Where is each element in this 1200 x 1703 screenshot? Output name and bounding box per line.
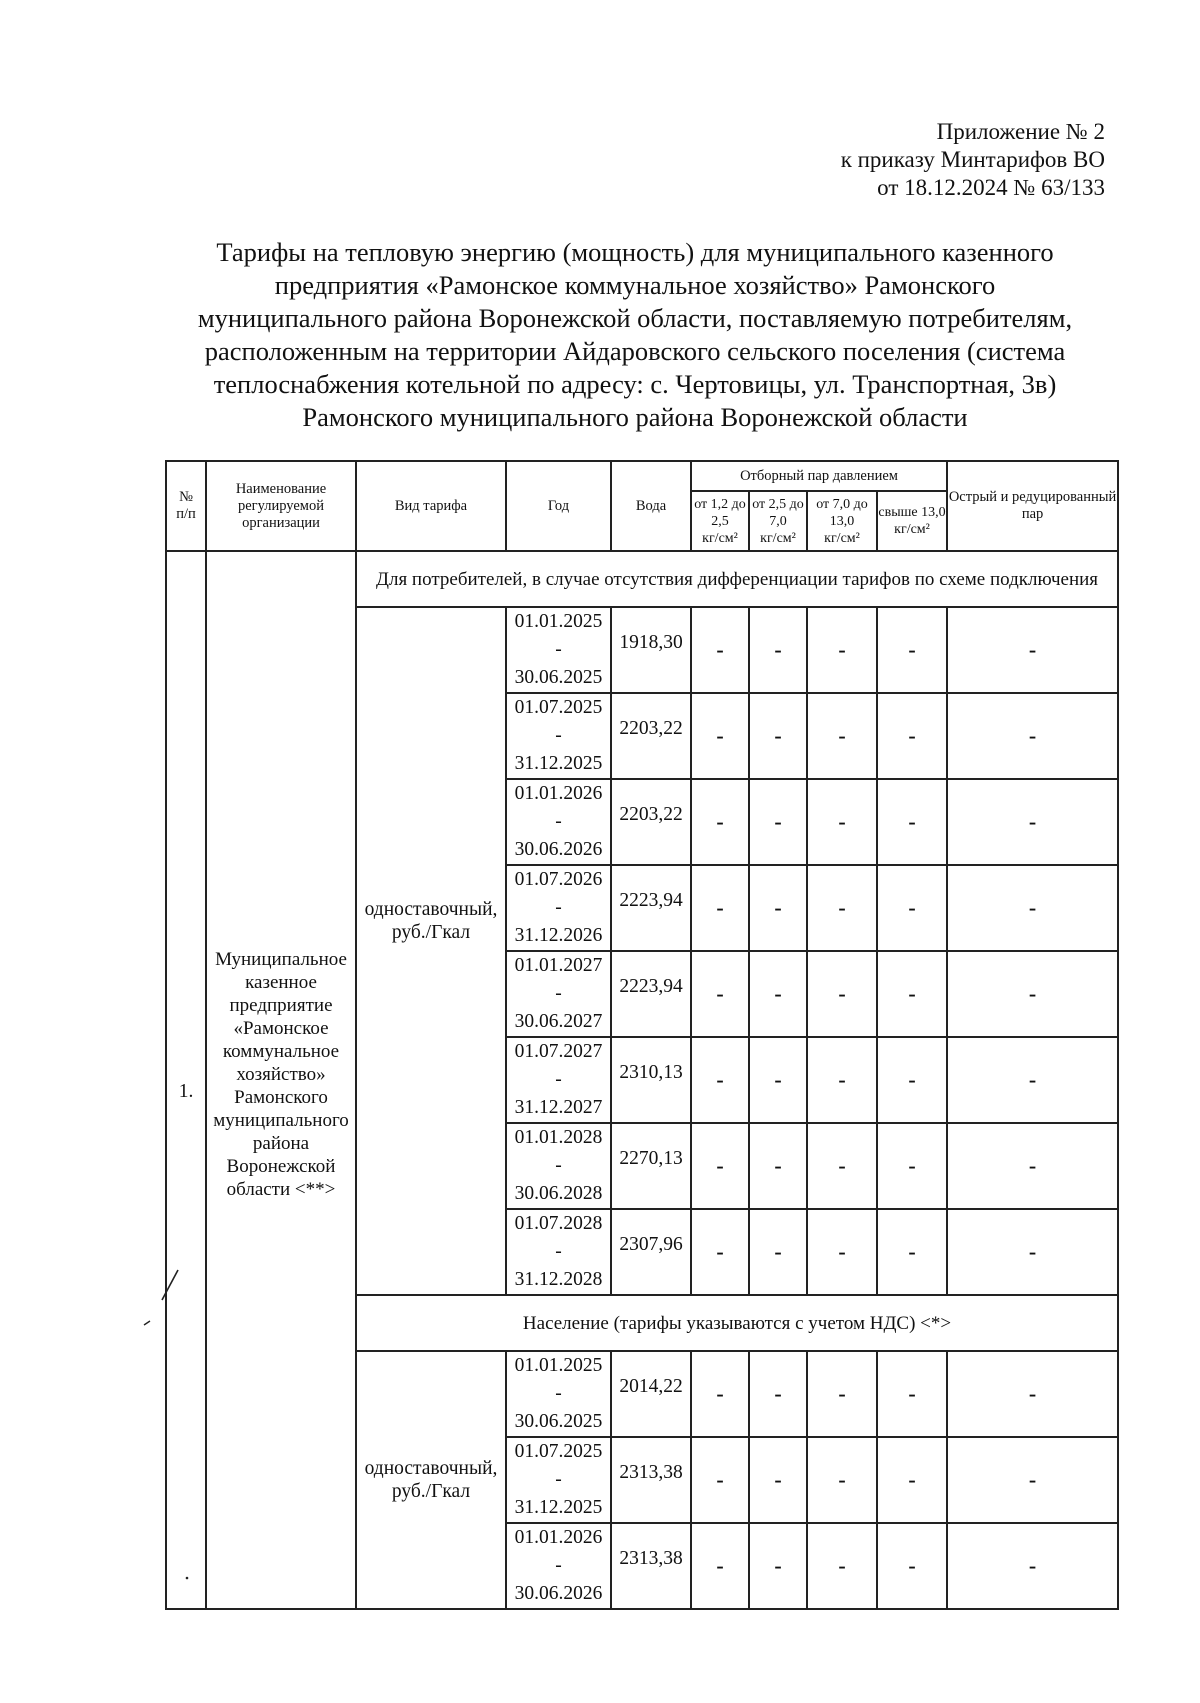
pen-mark-icon [140, 1265, 190, 1335]
steam-4-value: - [877, 1351, 947, 1437]
tariff-type-cell: одноставочный, руб./Гкал [356, 1351, 506, 1609]
steam-3-value: - [807, 1209, 877, 1295]
document-title [140, 236, 1130, 434]
period-separator: - [555, 1241, 562, 1262]
period-cell [506, 607, 611, 693]
period-start: 01.01.2025 [514, 611, 603, 632]
water-tariff-value: 2014,22 [611, 1351, 691, 1437]
period-start: 01.07.2025 [514, 697, 603, 718]
period-separator: - [555, 1155, 562, 1176]
period-separator: - [555, 725, 562, 746]
sharp-steam-value: - [947, 1209, 1118, 1295]
period-cell [506, 951, 611, 1037]
header-steam-4 [877, 491, 947, 551]
header-steam-2-range: от 2,5 до 7,0 [752, 496, 804, 529]
appendix-line: к приказу Минтарифов ВО [840, 147, 1105, 172]
steam-3-value: - [807, 1437, 877, 1523]
steam-2-value: - [749, 1523, 807, 1609]
row-number: 1. [166, 551, 206, 1609]
sharp-steam-value: - [947, 951, 1118, 1037]
sharp-steam-value: - [947, 1123, 1118, 1209]
steam-2-value: - [749, 693, 807, 779]
steam-1-value: - [691, 1123, 749, 1209]
period-start: 01.07.2025 [514, 1441, 603, 1462]
header-year: Год [506, 461, 611, 551]
header-water: Вода [611, 461, 691, 551]
period-start: 01.01.2027 [514, 955, 603, 976]
period-start: 01.01.2026 [514, 1527, 603, 1548]
water-tariff-value: 1918,30 [611, 607, 691, 693]
header-sharp-steam: Острый и редуцированный пар [947, 461, 1118, 551]
sharp-steam-value: - [947, 1523, 1118, 1609]
header-steam-1 [691, 491, 749, 551]
sharp-steam-value: - [947, 1437, 1118, 1523]
period-cell [506, 693, 611, 779]
header-steam-3 [807, 491, 877, 551]
steam-1-value: - [691, 1209, 749, 1295]
water-tariff-value: 2313,38 [611, 1437, 691, 1523]
period-start: 01.07.2028 [514, 1213, 603, 1234]
period-end: 30.06.2025 [514, 1411, 603, 1432]
period-separator: - [555, 983, 562, 1004]
dot-mark-icon [184, 1575, 190, 1581]
period-separator: - [555, 1383, 562, 1404]
header-steam-2-unit: кг/см² [760, 530, 796, 546]
steam-1-value: - [691, 607, 749, 693]
steam-3-value: - [807, 607, 877, 693]
title-line: Тарифы на тепловую энергию (мощность) для муниципального казенного [216, 237, 1054, 267]
water-tariff-value: 2270,13 [611, 1123, 691, 1209]
steam-1-value: - [691, 779, 749, 865]
header-steam-1-unit: кг/см² [702, 530, 738, 546]
header-row-1 [166, 461, 1118, 491]
steam-1-value: - [691, 1437, 749, 1523]
title-line: теплоснабжения котельной по адресу: с. Чертовицы, ул. Транспортная, 3в) [213, 369, 1057, 399]
period-end: 30.06.2026 [514, 839, 603, 860]
sharp-steam-value: - [947, 693, 1118, 779]
sharp-steam-value: - [947, 1351, 1118, 1437]
sharp-steam-value: - [947, 1037, 1118, 1123]
steam-2-value: - [749, 1209, 807, 1295]
period-cell [506, 1123, 611, 1209]
steam-1-value: - [691, 693, 749, 779]
appendix-line: Приложение № 2 [936, 119, 1105, 144]
steam-4-value: - [877, 1209, 947, 1295]
period-end: 31.12.2026 [514, 925, 603, 946]
steam-3-value: - [807, 1037, 877, 1123]
header-number-sign: № [179, 489, 193, 505]
water-tariff-value: 2313,38 [611, 1523, 691, 1609]
section-header-row [166, 551, 1118, 607]
steam-2-value: - [749, 607, 807, 693]
period-start: 01.01.2025 [514, 1355, 603, 1376]
steam-4-value: - [877, 607, 947, 693]
steam-3-value: - [807, 951, 877, 1037]
period-cell [506, 1437, 611, 1523]
header-organization: Наименование регулируемой организации [206, 461, 356, 551]
steam-3-value: - [807, 779, 877, 865]
period-end: 31.12.2028 [514, 1269, 603, 1290]
steam-2-value: - [749, 865, 807, 951]
tariff-type-cell: одноставочный, руб./Гкал [356, 607, 506, 1295]
period-end: 31.12.2027 [514, 1097, 603, 1118]
steam-4-value: - [877, 1437, 947, 1523]
steam-4-value: - [877, 1037, 947, 1123]
period-cell [506, 1209, 611, 1295]
period-start: 01.07.2026 [514, 869, 603, 890]
period-start: 01.07.2027 [514, 1041, 603, 1062]
steam-2-value: - [749, 951, 807, 1037]
water-tariff-value: 2310,13 [611, 1037, 691, 1123]
steam-1-value: - [691, 951, 749, 1037]
steam-3-value: - [807, 865, 877, 951]
appendix-line: от 18.12.2024 № 63/133 [877, 175, 1105, 200]
period-separator: - [555, 1469, 562, 1490]
steam-3-value: - [807, 1123, 877, 1209]
water-tariff-value: 2203,22 [611, 693, 691, 779]
sharp-steam-value: - [947, 779, 1118, 865]
header-steam-4-range: свыше 13,0 [878, 505, 946, 520]
sharp-steam-value: - [947, 865, 1118, 951]
steam-3-value: - [807, 693, 877, 779]
header-steam-2 [749, 491, 807, 551]
header-steam-1-range: от 1,2 до 2,5 [694, 496, 746, 529]
steam-2-value: - [749, 1037, 807, 1123]
period-end: 30.06.2027 [514, 1011, 603, 1032]
header-steam-3-range: от 7,0 до 13,0 [816, 496, 868, 529]
water-tariff-value: 2203,22 [611, 779, 691, 865]
period-cell [506, 1351, 611, 1437]
sharp-steam-value: - [947, 607, 1118, 693]
steam-2-value: - [749, 1123, 807, 1209]
steam-3-value: - [807, 1351, 877, 1437]
period-separator: - [555, 811, 562, 832]
period-separator: - [555, 639, 562, 660]
header-number-label: п/п [176, 506, 196, 522]
period-end: 31.12.2025 [514, 1497, 603, 1518]
steam-4-value: - [877, 779, 947, 865]
period-start: 01.01.2028 [514, 1127, 603, 1148]
header-steam-group: Отборный пар давлением [691, 461, 947, 491]
steam-4-value: - [877, 951, 947, 1037]
period-cell [506, 779, 611, 865]
water-tariff-value: 2223,94 [611, 865, 691, 951]
steam-2-value: - [749, 1351, 807, 1437]
steam-1-value: - [691, 865, 749, 951]
period-end: 30.06.2028 [514, 1183, 603, 1204]
period-cell [506, 1037, 611, 1123]
steam-4-value: - [877, 693, 947, 779]
water-tariff-value: 2223,94 [611, 951, 691, 1037]
steam-3-value: - [807, 1523, 877, 1609]
steam-1-value: - [691, 1523, 749, 1609]
steam-1-value: - [691, 1351, 749, 1437]
header-steam-4-unit: кг/см² [894, 522, 930, 537]
period-separator: - [555, 1555, 562, 1576]
steam-4-value: - [877, 865, 947, 951]
steam-1-value: - [691, 1037, 749, 1123]
steam-2-value: - [749, 1437, 807, 1523]
section-label: Население (тарифы указываются с учетом НДС) <*> [356, 1295, 1118, 1351]
period-end: 31.12.2025 [514, 753, 603, 774]
period-cell [506, 865, 611, 951]
title-line: расположенным на территории Айдаровского сельского поселения (система [204, 336, 1066, 366]
section-label: Для потребителей, в случае отсутствия дифференциации тарифов по схеме подключения [356, 551, 1118, 607]
organization-name: Муниципальное казенное предприятие «Рамонское коммунальное хозяйство» Рамонского муниципального района Воронежской области <**> [206, 551, 356, 1609]
tariff-table [165, 460, 1119, 1610]
title-line: муниципального района Воронежской области, поставляемую потребителям, [197, 303, 1073, 333]
period-cell [506, 1523, 611, 1609]
header-number-cell [166, 461, 206, 551]
period-end: 30.06.2026 [514, 1583, 603, 1604]
title-line: предприятия «Рамонское коммунальное хозяйство» Рамонского [274, 270, 996, 300]
title-line: Рамонского муниципального района Воронежской области [302, 402, 968, 432]
header-steam-3-unit: кг/см² [824, 530, 860, 546]
steam-2-value: - [749, 779, 807, 865]
period-separator: - [555, 897, 562, 918]
header-tariff-type: Вид тарифа [356, 461, 506, 551]
water-tariff-value: 2307,96 [611, 1209, 691, 1295]
appendix-block [841, 118, 1105, 202]
steam-4-value: - [877, 1523, 947, 1609]
period-end: 30.06.2025 [514, 667, 603, 688]
period-start: 01.01.2026 [514, 783, 603, 804]
period-separator: - [555, 1069, 562, 1090]
steam-4-value: - [877, 1123, 947, 1209]
